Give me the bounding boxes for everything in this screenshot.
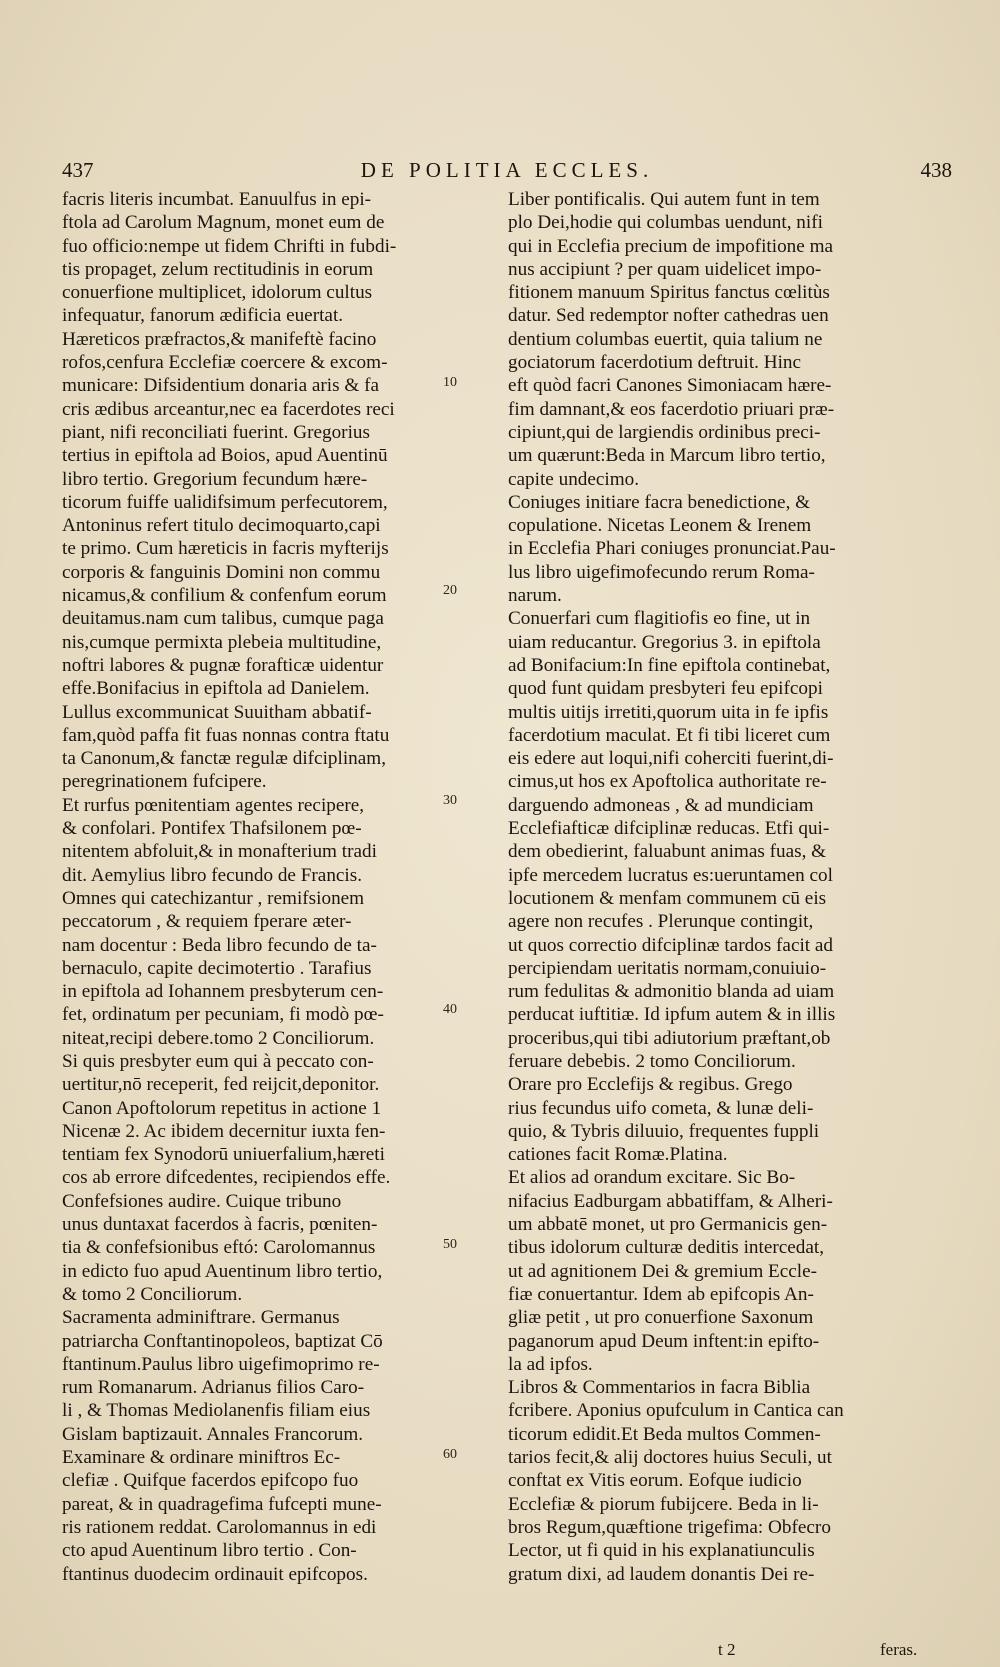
text-line: tentiam fex Synodorū uniuerfalium,hæreti [62, 1144, 385, 1166]
text-line: Hæreticos præfractos,& manifeftè facino [62, 328, 377, 350]
text-line: Lector, ut fi quid in his explanatiunculis [508, 1540, 815, 1562]
text-line: gliæ petit , ut pro conuerfione Saxonum [508, 1307, 814, 1329]
text-line: infequatur, fanorum ædificia euertat. [62, 305, 344, 327]
text-line: copulatione. Nicetas Leonem & Irenem [508, 515, 812, 537]
text-line: ut quos correctio difciplinæ tardos facit ad [508, 934, 834, 956]
text-line: um abbatē monet, ut pro Germanicis gen- [508, 1214, 828, 1236]
text-line: bernaculo, capite decimotertio . Tarafius [62, 957, 372, 979]
line-number: 60 [443, 1447, 457, 1462]
text-line: li , & Thomas Mediolanenfis filiam eius [62, 1400, 371, 1422]
text-line: niteat,recipi debere.tomo 2 Conciliorum. [62, 1027, 375, 1049]
text-line: uertitur,nō receperit, fed reijcit,deponitor. [62, 1074, 380, 1096]
text-line: paganorum apud Deum inftent:in epifto- [508, 1330, 820, 1352]
text-line: quio, & Tybris diluuio, frequentes fuppli [508, 1120, 820, 1142]
text-line: cto apud Auentinum libro tertio . Con- [62, 1540, 357, 1562]
text-line: feruare debebis. 2 tomo Conciliorum. [508, 1050, 796, 1072]
text-line: Orare pro Ecclefijs & regibus. Grego [508, 1074, 793, 1096]
text-line: fam,quòd paffa fit fuas nonnas contra ftatu [62, 724, 390, 746]
text-line: eis edere aut loqui,nifi coherciti fuerint,di- [508, 748, 834, 770]
text-line: Coniuges initiare facra benedictione, & [508, 491, 811, 513]
text-line: Antoninus refert titulo decimoquarto,capi [62, 515, 381, 537]
text-line: in edicto fuo apud Auentinum libro tertio, [62, 1260, 383, 1282]
text-line: ftola ad Carolum Magnum, monet eum de [62, 212, 385, 234]
left-text-column [62, 188, 434, 1586]
text-line: noftri labores & pugnæ forafticæ uidentur [62, 654, 384, 676]
text-line: facris literis incumbat. Eanuulfus in epi- [62, 189, 372, 210]
text-line: Ecclefiafticæ difciplinæ reducas. Etfi qui- [508, 818, 830, 840]
text-line: perducat iuftitiæ. Id ipfum autem & in illis [508, 1004, 836, 1026]
running-header [62, 158, 952, 188]
text-line: gratum dixi, ad laudem donantis Dei re- [508, 1563, 815, 1585]
text-line: municare: Difsidentium donaria aris & fa [62, 375, 380, 397]
text-line: Omnes qui catechizantur , remifsionem [62, 887, 365, 909]
text-line: Ecclefiæ & piorum fubijcere. Beda in li- [508, 1493, 819, 1515]
text-line: tarios fecit,& alij doctores huius Seculi, ut [508, 1447, 832, 1469]
text-line: nifacius Eadburgam abbatiffam, & Alheri- [508, 1190, 833, 1212]
text-line: cipiunt,qui de largiendis ordinibus preci- [508, 421, 821, 443]
line-number: 50 [443, 1237, 457, 1252]
left-page-number: 437 [62, 158, 94, 182]
text-line: nicamus,& confilium & confenfum eorum [62, 585, 387, 607]
text-line: lus libro uigefimofecundo rerum Roma- [508, 561, 815, 583]
text-line: quod funt quidam presbyteri feu epifcopi [508, 678, 823, 700]
text-line: conftat ex Vitis eorum. Eofque iudicio [508, 1470, 802, 1492]
text-line: cris ædibus arceantur,nec ea facerdotes reci [62, 398, 395, 420]
text-line: Libros & Commentarios in facra Biblia [508, 1377, 811, 1399]
signature-mark: t 2 [718, 1640, 736, 1659]
text-line: tis propaget, zelum rectitudinis in eorum [62, 258, 374, 280]
text-line: ftantinum.Paulus libro uigefimoprimo re- [62, 1353, 380, 1375]
text-line: datur. Sed redemptor nofter cathedras uen [508, 305, 829, 327]
text-line: Examinare & ordinare miniftros Ec- [62, 1447, 341, 1469]
text-line: plo Dei,hodie qui columbas uendunt, nifi [508, 212, 823, 234]
text-line: proceribus,qui tibi adiutorium præftant,ob [508, 1027, 831, 1049]
text-line: cos ab errore difcedentes, recipiendos effe. [62, 1167, 391, 1189]
text-line: darguendo admoneas , & ad mundiciam [508, 794, 814, 816]
text-line: ticorum edidit.Et Beda multos Commen- [508, 1423, 821, 1445]
text-line: tia & confefsionibus eftó: Carolomannus [62, 1237, 376, 1259]
right-page-number: 438 [920, 158, 952, 182]
text-line: fitionem manuum Spiritus fanctus cœlitùs [508, 282, 830, 304]
text-line: patriarcha Conftantinopoleos, baptizat Cō [62, 1330, 383, 1352]
text-line: ut ad agnitionem Dei & gremium Eccle- [508, 1260, 818, 1282]
line-number: 40 [443, 1002, 457, 1017]
text-line: pareat, & in quadragefima fufcepti mune- [62, 1493, 382, 1515]
text-line: peccatorum , & requiem fperare æter- [62, 911, 352, 933]
text-line: nitentem abfoluit,& in monafterium tradi [62, 841, 377, 863]
text-line: ad Bonifacium:In fine epiftola continebat, [508, 654, 831, 676]
text-line: ta Canonum,& fanctæ regulæ difciplinam, [62, 748, 386, 770]
text-line: deuitamus.nam cum talibus, cumque paga [62, 608, 384, 630]
text-line: tibus idolorum culturæ deditis intercedat, [508, 1237, 825, 1259]
text-line: fiæ conuertantur. Idem ab epifcopis An- [508, 1283, 814, 1305]
text-line: Et rurfus pœnitentiam agentes recipere, [62, 794, 365, 816]
text-line: ftantinus duodecim ordinauit epifcopos. [62, 1563, 368, 1585]
text-line: rofos,cenfura Ecclefiæ coercere & excom- [62, 352, 388, 374]
text-line: conuerfione multiplicet, idolorum cultus [62, 282, 373, 304]
text-line: piant, nifi reconciliati fuerint. Gregorius [62, 421, 370, 443]
text-line: Sacramenta adminiftrare. Germanus [62, 1307, 340, 1329]
text-line: Confefsiones audire. Cuique tribuno [62, 1190, 342, 1212]
text-line: la ad ipfos. [508, 1353, 593, 1375]
text-line: rum fedulitas & admonitio blanda ad uiam [508, 981, 835, 1003]
text-line: dem obedierint, faluabunt animas fuas, & [508, 841, 827, 863]
text-line: Et alios ad orandum excitare. Sic Bo- [508, 1167, 796, 1189]
text-line: fcribere. Aponius opufculum in Cantica can [508, 1400, 844, 1422]
text-line: peregrinationem fufcipere. [62, 771, 267, 793]
line-number: 10 [443, 375, 457, 390]
text-line: nus accipiunt ? per quam uidelicet impo- [508, 258, 822, 280]
catchword: feras. [880, 1640, 918, 1659]
text-line: percipiendam ueritatis normam,conuiuio- [508, 957, 827, 979]
text-line: multis uitijs irretiti,quorum uita in fe ipfis [508, 701, 829, 723]
text-line: fim damnant,& eos facerdotio priuari præ- [508, 398, 835, 420]
text-line: cimus,ut hos ex Apoftolica authoritate re- [508, 771, 827, 793]
text-line: gociatorum facerdotium deftruit. Hinc [508, 352, 802, 374]
text-line: in epiftola ad Iohannem presbyterum cen- [62, 981, 384, 1003]
text-line: uiam reducantur. Gregorius 3. in epiftola [508, 631, 821, 653]
right-text-column [508, 188, 946, 1586]
text-line: locutionem & menfam communem cū eis [508, 887, 827, 909]
running-title: DE POLITIA ECCLES. [360, 158, 654, 182]
text-line: um quærunt:Beda in Marcum libro tertio, [508, 445, 826, 467]
text-line: ipfe mercedem lucratus es:ueruntamen col [508, 864, 833, 886]
text-line: facerdotium maculat. Et fi tibi liceret cum [508, 724, 831, 746]
text-line: corporis & fanguinis Domini non commu [62, 561, 381, 583]
text-line: unus duntaxat facerdos à facris, pœniten- [62, 1214, 378, 1236]
text-line: agere non recufes . Plerunque contingit, [508, 911, 814, 933]
text-line: clefiæ . Quifque facerdos epifcopo fuo [62, 1470, 359, 1492]
text-line: capite undecimo. [508, 468, 640, 490]
text-line: dit. Aemylius libro fecundo de Francis. [62, 864, 363, 886]
text-line: nam docentur : Beda libro fecundo de ta- [62, 934, 377, 956]
text-line: ris rationem reddat. Carolomannus in edi [62, 1516, 377, 1538]
text-line: effe.Bonifacius in epiftola ad Danielem. [62, 678, 370, 700]
text-line: cationes facit Romæ.Platina. [508, 1144, 728, 1166]
text-line: bros Regum,quæftione trigefima: Obfecro [508, 1516, 831, 1538]
text-line: Conuerfari cum flagitiofis eo fine, ut in [508, 608, 811, 630]
line-number: 20 [443, 583, 457, 598]
text-line: qui in Ecclefia precium de impofitione ma [508, 235, 834, 257]
text-line: tertius in epiftola ad Boios, apud Auentinū [62, 445, 388, 467]
text-line: Si quis presbyter eum qui à peccato con- [62, 1050, 374, 1072]
text-line: ticorum fuiffe ualidifsimum perfecutorem, [62, 491, 388, 513]
text-line: narum. [508, 585, 562, 607]
text-line: fuo officio:nempe ut fidem Chrifti in fubdi- [62, 235, 397, 257]
text-line: eft quòd facri Canones Simoniacam hære- [508, 375, 832, 397]
text-line: in Ecclefia Phari coniuges pronunciat.Pau- [508, 538, 836, 560]
text-line: Liber pontificalis. Qui autem funt in tem [508, 189, 820, 210]
text-line: Lullus excommunicat Suuitham abbatif- [62, 701, 372, 723]
text-line: dentium columbas euertit, quia talium ne [508, 328, 823, 350]
text-line: & tomo 2 Conciliorum. [62, 1283, 243, 1305]
text-line: Canon Apoftolorum repetitus in actione 1 [62, 1097, 382, 1119]
text-line: rum Romanarum. Adrianus filios Caro- [62, 1377, 365, 1399]
line-number: 30 [443, 793, 457, 808]
text-line: nis,cumque permixta plebeia multitudine, [62, 631, 382, 653]
text-line: rius fecundus uifo cometa, & lunæ deli- [508, 1097, 814, 1119]
text-line: & confolari. Pontifex Thafsilonem pœ- [62, 818, 362, 840]
text-line: fet, ordinatum per pecuniam, fi modò pœ- [62, 1004, 384, 1026]
text-line: libro tertio. Gregorium fecundum hære- [62, 468, 368, 490]
text-line: Gislam baptizauit. Annales Francorum. [62, 1423, 364, 1445]
text-line: te primo. Cum hæreticis in facris myfterijs [62, 538, 389, 560]
text-line: Nicenæ 2. Ac ibidem decernitur iuxta fen- [62, 1120, 386, 1142]
